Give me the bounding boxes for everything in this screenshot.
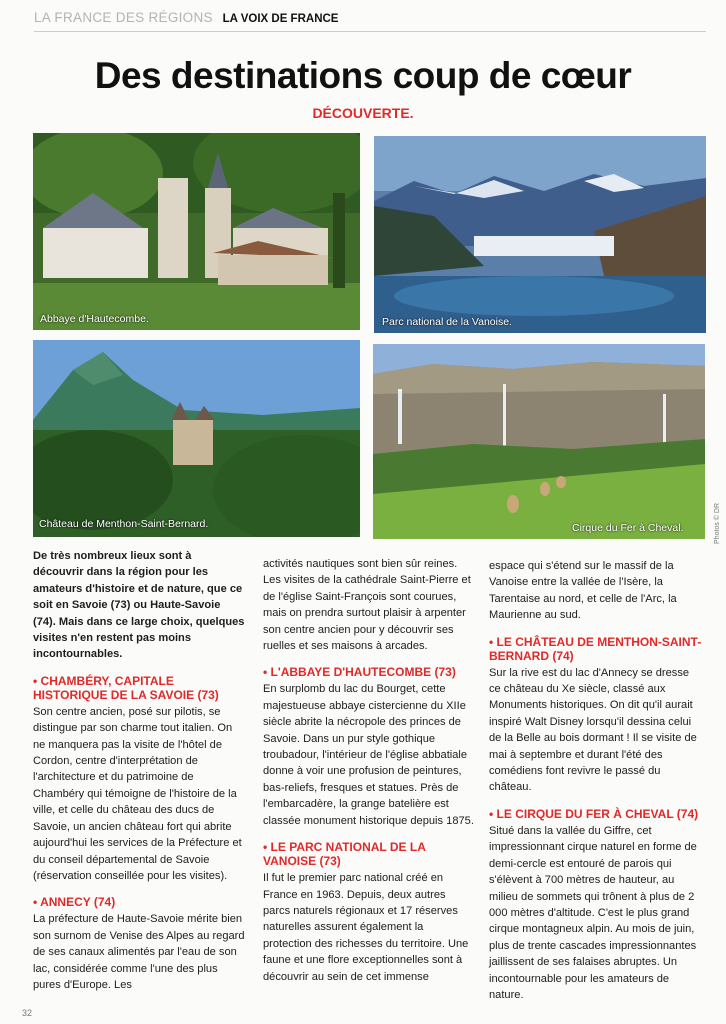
magazine-brand: LA VOIX DE FRANCE [222,13,339,25]
paragraph-menthon: Sur la rive est du lac d'Annecy se dresse ce château du Xe siècle, classé aux Monuments historiques. On dit qu'il aurait inspiré Walt Disney lorsqu'il dessina celui de la Belle au bois dormant ! Il se visite de mai à septembre et durant l'été des comédiens font revivre le passé du château. [489,666,697,794]
photo-credit: Photos © DR [714,503,721,544]
photo-parc-vanoise [374,136,706,333]
kicker: DÉCOUVERTE. [312,105,414,121]
article-column-2 [263,556,475,985]
subhead-abbaye: • L'ABBAYE D'HAUTECOMBE (73) [263,665,456,680]
subhead-menthon: • LE CHÂTEAU DE MENTHON-SAINT-BERNARD (74) [489,634,702,663]
photo-chateau-menthon [33,340,360,537]
page-number: 32 [22,1008,33,1018]
page-title: Des destinations coup de cœur [94,55,632,96]
subhead-annecy: • ANNECY (74) [33,895,116,910]
photo-caption-abbaye: Abbaye d'Hautecombe. [40,313,149,325]
lead-paragraph: De très nombreux lieux sont à découvrir dans la région pour les amateurs d'histoire et de nature, que ce soit en Savoie (73) ou Haute-Savoie (74). Mais dans ce large choix, quelques visites n'en restent pas moins incontournables. [33,550,245,661]
article-column-1 [33,548,245,993]
paragraph-annecy-cont: activités nautiques sont bien sûr reines. Les visites de la cathédrale Saint-Pierre et de l'église Saint-François sont courues, mais on prendra surtout plaisir à arpenter son centre ancien pour y découvrir ses ruelles et ses maisons à arcades. [263,558,471,653]
photo-caption-menthon: Château de Menthon-Saint-Bernard. [39,518,209,530]
paragraph-vanoise: Il fut le premier parc national créé en France en 1963. Depuis, deux autres parcs naturels régionaux et 17 réserves naturelles assurent également la protection des richesses du territoire. Une faune et une flore exceptionnelles sont à découvrir au sein de cet immense [263,872,469,983]
photo-cirque-fer-a-cheval [373,344,705,539]
paragraph-annecy: La préfecture de Haute-Savoie mérite bien son surnom de Venise des Alpes au regard de ses canaux alimentés par l'eau de son lac, considérée comme l'une des plus pures d'Europe. Les [33,913,245,991]
photo-abbaye-hautecombe [33,133,360,330]
header-rule [34,31,706,32]
paragraph-chambery: Son centre ancien, posé sur pilotis, se distingue par son charme tout italien. On ne manquera pas la visite de l'hôtel de Cordon, centre d'interprétation de l'architecture et du patrimoine de Chambéry qui témoigne de l'histoire de la ville, et celle du château des ducs de Savoie, un ancien château fort qui abrite aujourd'hui les services de la Préfecture et du conseil départemental de Savoie (réservation conseillée pour les visites). [33,705,242,882]
article-column-3 [489,558,703,1003]
paragraph-cirque: Situé dans la vallée du Giffre, cet impressionnant cirque naturel en forme de demi-cercle est entouré de parois qui s'élèvent à 700 mètres de hauteur, au milieu de sommets qui trônent à plus de 2 000 mètres d'altitude. C'est le plus grand cirque montagneux alpin. Au mois de juin, plus de trente cascades impressionnantes jaillissent de ses falaises abruptes. Un incontournable pour les amateurs de nature. [489,824,697,1001]
subhead-chambery: • CHAMBÉRY, CAPITALE HISTORIQUE DE LA SAVOIE (73) [33,673,219,702]
running-header [34,10,338,25]
section-name: LA FRANCE DES RÉGIONS [34,10,213,25]
paragraph-abbaye: En surplomb du lac du Bourget, cette majestueuse abbaye cistercienne du XIIe siècle abrite la nécropole des princes de Savoie. Dans un pur style gothique troubadour, l'intérieur de l'église abbatiale donne à voir une profusion de peintures, bas-reliefs, fresques et statues. Près de l'embarcadère, la grange batelière est classée monument historique depuis 1875. [263,683,474,827]
subhead-vanoise: • LE PARC NATIONAL DE LA VANOISE (73) [263,840,426,869]
paragraph-vanoise-cont: espace qui s'étend sur le massif de la Vanoise entre la vallée de l'Isère, la Tarentaise au nord, et celle de l'Arc, la Maurienne au sud. [489,560,677,622]
subhead-cirque: • LE CIRQUE DU FER À CHEVAL (74) [489,806,699,821]
photo-caption-cirque: Cirque du Fer à Cheval. [572,522,684,534]
photo-caption-vanoise: Parc national de la Vanoise. [382,316,512,328]
